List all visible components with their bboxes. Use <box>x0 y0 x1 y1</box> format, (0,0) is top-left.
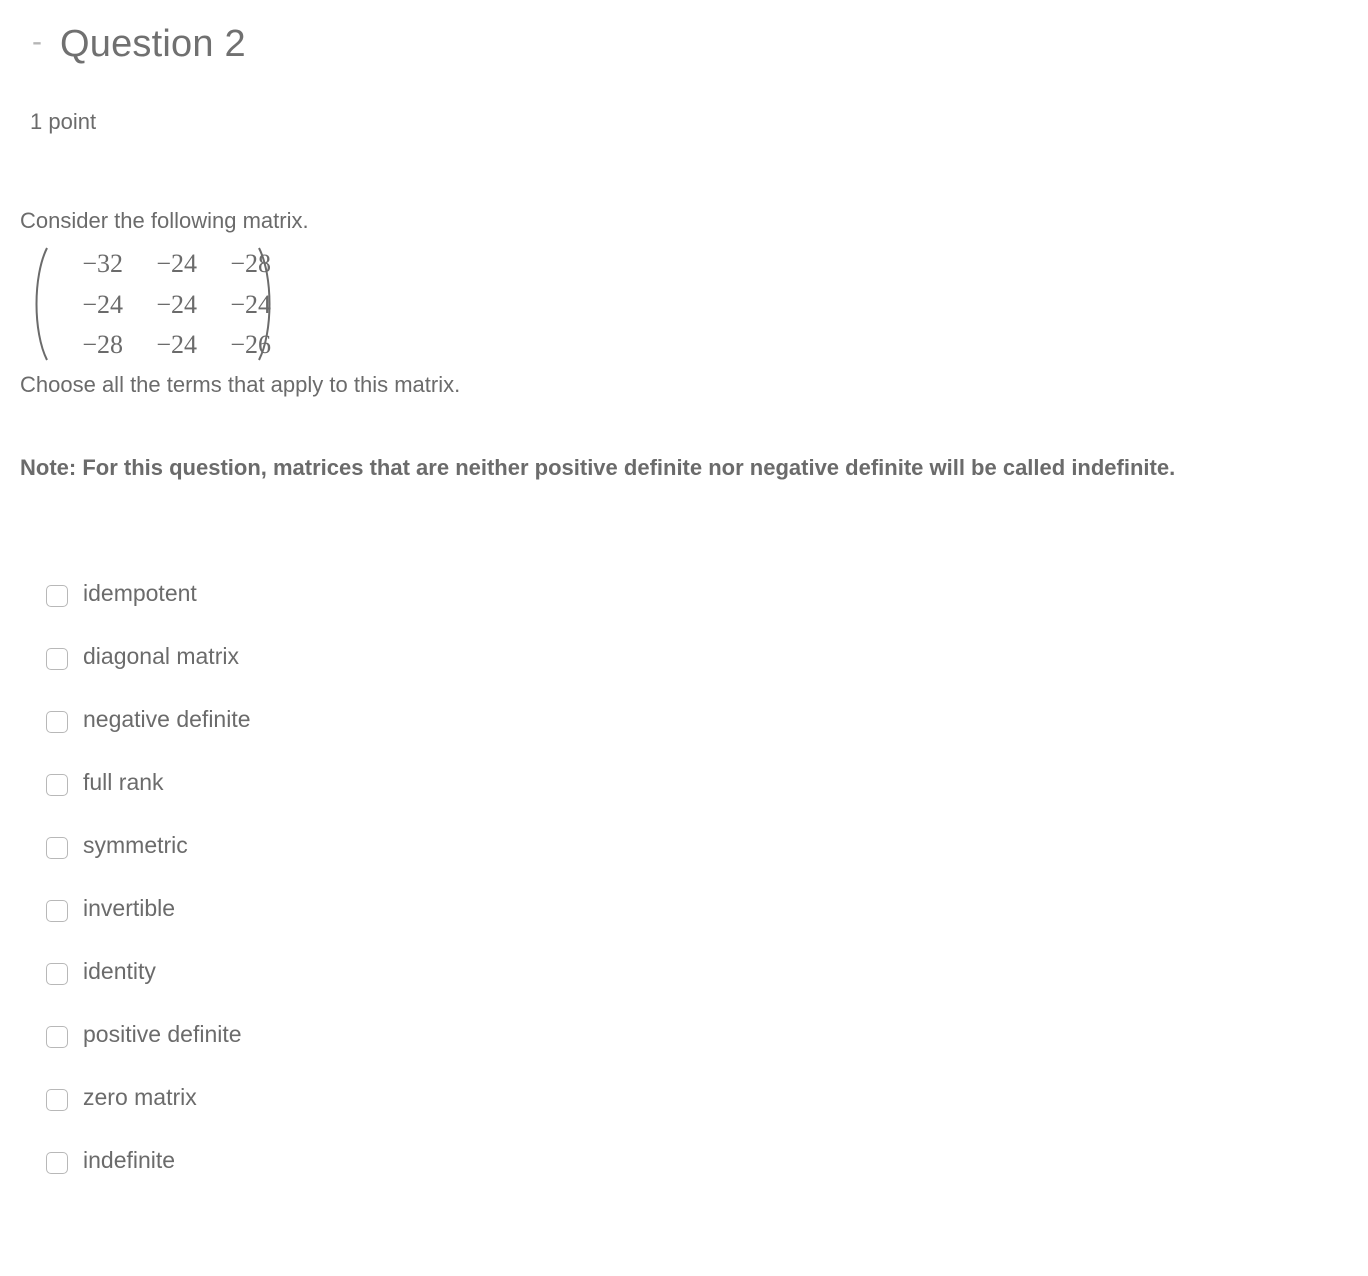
option-label[interactable]: symmetric <box>83 832 188 858</box>
option-idempotent[interactable] <box>46 562 251 625</box>
matrix-cell: −24 <box>230 289 271 319</box>
matrix-cell: −28 <box>82 330 123 359</box>
matrix-cell: −32 <box>82 249 123 278</box>
option-label[interactable]: invertible <box>83 895 176 921</box>
checkbox[interactable] <box>46 900 68 922</box>
collapse-toggle-icon[interactable]: - <box>32 25 42 58</box>
checkbox[interactable] <box>46 711 68 733</box>
option-negative-definite[interactable] <box>46 688 251 751</box>
points-label: 1 point <box>30 109 97 134</box>
option-indefinite[interactable] <box>46 1129 251 1192</box>
option-positive-definite[interactable] <box>46 1003 251 1066</box>
option-symmetric[interactable] <box>46 814 251 877</box>
option-full-rank[interactable] <box>46 751 251 814</box>
option-label[interactable]: positive definite <box>83 1021 242 1047</box>
option-zero-matrix[interactable] <box>46 1066 251 1129</box>
checkbox[interactable] <box>46 1089 68 1111</box>
checkbox[interactable] <box>46 1026 68 1048</box>
checkbox[interactable] <box>46 1152 68 1174</box>
matrix-cell: −24 <box>156 289 197 319</box>
checkbox[interactable] <box>46 837 68 859</box>
matrix-grid <box>52 248 274 370</box>
option-label[interactable]: zero matrix <box>83 1084 197 1110</box>
matrix-cell: −24 <box>156 249 197 278</box>
question-header <box>32 20 246 68</box>
option-label[interactable]: full rank <box>83 769 164 795</box>
option-diagonal-matrix[interactable] <box>46 625 251 688</box>
option-label[interactable]: identity <box>83 958 156 984</box>
checkbox[interactable] <box>46 648 68 670</box>
matrix-cell: −24 <box>156 330 197 359</box>
checkbox[interactable] <box>46 963 68 985</box>
option-invertible[interactable] <box>46 877 251 940</box>
matrix-cell: −24 <box>82 289 123 319</box>
instruction-text: Choose all the terms that apply to this matrix. <box>20 372 461 397</box>
matrix-cell: −28 <box>230 249 271 278</box>
checkbox[interactable] <box>46 585 68 607</box>
matrix-cell: −26 <box>230 330 271 359</box>
question-title: Question 2 <box>60 22 246 65</box>
question-prompt: Consider the following matrix. <box>20 208 309 233</box>
option-label[interactable]: idempotent <box>83 580 197 606</box>
answer-options-list <box>46 562 251 1192</box>
checkbox[interactable] <box>46 774 68 796</box>
note-text: Note: For this question, matrices that are neither positive definite nor negative definite will be called indefinite. <box>20 455 1176 480</box>
option-identity[interactable] <box>46 940 251 1003</box>
option-label[interactable]: diagonal matrix <box>83 643 239 669</box>
option-label[interactable]: indefinite <box>83 1147 176 1173</box>
option-label[interactable]: negative definite <box>83 706 251 732</box>
matrix <box>30 246 280 362</box>
